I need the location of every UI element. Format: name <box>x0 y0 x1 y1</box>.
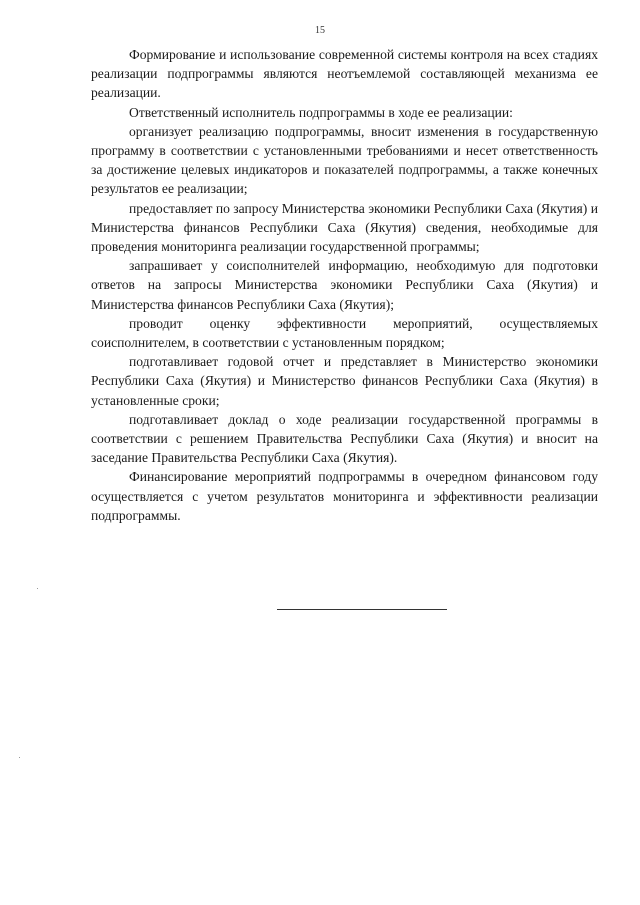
scan-speck <box>37 588 38 589</box>
paragraph-executor-intro: Ответственный исполнитель подпрограммы в ходе ее реализации: <box>129 104 513 120</box>
paragraph-evaluates: проводит оценку эффективности мероприятий, осуществляемых соисполнителем, в соответствии с установленным порядком; <box>91 315 598 351</box>
paragraph-annual-report: подготавливает годовой отчет и представляет в Министерство экономики Республики Саха (Якутия) и Министерство финансов Республики Саха (Якутия) в установленные сроки; <box>91 354 598 408</box>
paragraph-organizes: организует реализацию подпрограммы, вносит изменения в государственную программу в соответствии с установленными требованиями и несет ответственность за достижение целевых индикаторов и показателей подпрограммы, а также конечных результатов ее реализации; <box>91 123 598 197</box>
paragraph-financing: Финансирование мероприятий подпрограммы в очередном финансовом году осуществляется с учетом результатов мониторинга и эффективности реализации подпрограммы. <box>91 469 598 523</box>
document-body <box>91 45 598 525</box>
paragraph-requests: запрашивает у соисполнителей информацию, необходимую для подготовки ответов на запросы Министерства экономики Республики Саха (Якутия) и Министерства финансов Республики Саха (Якутия); <box>91 258 598 312</box>
paragraph-control-system: Формирование и использование современной системы контроля на всех стадиях реализации подпрограммы являются неотъемлемой составляющей механизма ее реализации. <box>91 47 598 101</box>
paragraph-progress-report: подготавливает доклад о ходе реализации государственной программы в соответствии с решением Правительства Республики Саха (Якутия) и вносит на заседание Правительства Республики Саха (Якутия). <box>91 411 598 466</box>
page-number: 15 <box>315 25 325 36</box>
scan-speck <box>19 757 20 758</box>
paragraph-provides: предоставляет по запросу Министерства экономики Республики Саха (Якутия) и Министерства финансов Республики Саха (Якутия) сведения, необходимые для проведения мониторинга реализации государственной программы; <box>91 200 598 255</box>
end-separator-line <box>277 609 447 610</box>
